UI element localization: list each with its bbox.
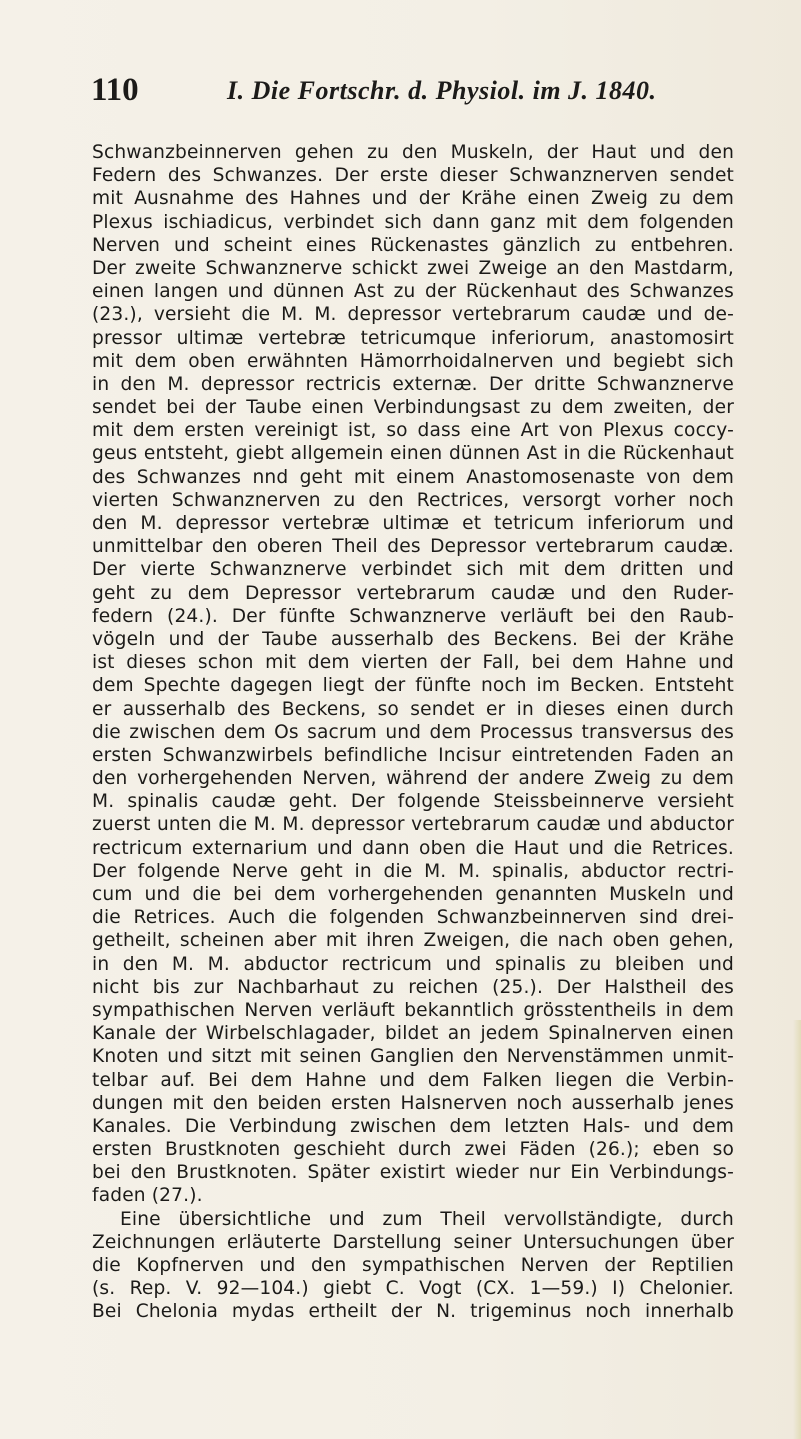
text-line: (23.), versieht die M. M. depressor vertebrarum caudæ und de-: [92, 304, 734, 326]
text-line: Der vierte Schwanznerve verbindet sich mit dem dritten und: [92, 559, 734, 581]
text-line: rectricum externarium und dann oben die Haut und die Retrices.: [92, 837, 734, 859]
text-line: Federn des Schwanzes. Der erste dieser Schwanznerven sendet: [92, 165, 734, 187]
page-header: [91, 72, 751, 112]
text-line: dem Spechte dagegen liegt der fünfte noch im Becken. Entsteht: [92, 675, 734, 697]
text-line: getheilt, scheinen aber mit ihren Zweigen, die nach oben gehen,: [92, 930, 734, 952]
text-line: ersten Brustknoten geschieht durch zwei Fäden (26.); eben so: [92, 1139, 734, 1161]
text-line: vierten Schwanznerven zu den Rectrices, versorgt vorher noch: [92, 489, 734, 511]
text-line: mit Ausnahme des Hahnes und der Krähe einen Zweig zu dem: [92, 188, 734, 210]
text-line: pressor ultimæ vertebræ tetricumque inferiorum, anastomosirt: [92, 327, 734, 349]
text-line: mit dem oben erwähnten Hämorrhoidalnerven und begiebt sich: [92, 350, 734, 372]
text-line: bei den Brustknoten. Später existirt wieder nur Ein Verbindungs-: [92, 1162, 734, 1184]
text-line: ersten Schwanzwirbels befindliche Incisur eintretenden Faden an: [92, 744, 734, 766]
text-line: geus entsteht, giebt allgemein einen dünnen Ast in die Rückenhaut: [92, 443, 734, 465]
text-line: (s. Rep. V. 92—104.) giebt C. Vogt (CX. 1—59.) I) Chelonier.: [92, 1278, 734, 1300]
text-line: in den M. depressor rectricis externæ. Der dritte Schwanznerve: [92, 373, 734, 395]
text-line: Eine übersichtliche und zum Theil vervollständigte, durch: [120, 1208, 734, 1230]
text-line: Knoten und sitzt mit seinen Ganglien den Nervenstämmen unmit-: [92, 1046, 734, 1068]
text-line: telbar auf. Bei dem Hahne und dem Falken liegen die Verbin-: [92, 1069, 734, 1091]
text-line: die Retrices. Auch die folgenden Schwanzbeinnerven sind drei-: [92, 907, 734, 929]
text-line: in den M. M. abductor rectricum und spinalis zu bleiben und: [92, 953, 734, 975]
text-line: faden (27.).: [92, 1185, 203, 1207]
page-edge-shadow: [793, 1020, 801, 1439]
text-line: sympathischen Nerven verläuft bekanntlich grösstentheils in dem: [92, 999, 734, 1021]
text-line: Der zweite Schwanznerve schickt zwei Zweige an den Mastdarm,: [92, 257, 734, 279]
text-line: einen langen und dünnen Ast zu der Rückenhaut des Schwanzes: [92, 281, 734, 303]
text-line: Schwanzbeinnerven gehen zu den Muskeln, der Haut und den: [92, 142, 734, 163]
text-line: den M. depressor vertebræ ultimæ et tetricum inferiorum und: [92, 513, 734, 534]
text-line: Zeichnungen erläuterte Darstellung seiner Untersuchungen über: [92, 1231, 734, 1253]
text-line: Bei Chelonia mydas ertheilt der N. trigeminus noch innerhalb: [92, 1301, 734, 1323]
text-line: sendet bei der Taube einen Verbindungsast zu dem zweiten, der: [92, 397, 734, 419]
text-line: cum und die bei dem vorhergehenden genannten Muskeln und: [92, 884, 734, 905]
text-line: Plexus ischiadicus, verbindet sich dann ganz mit dem folgenden: [92, 211, 734, 233]
body-text: [92, 141, 734, 1324]
text-line: federn (24.). Der fünfte Schwanznerve verläuft bei den Raub-: [92, 605, 734, 627]
text-line: geht zu dem Depressor vertebrarum caudæ und den Ruder-: [92, 582, 734, 604]
text-line: unmittelbar den oberen Theil des Depressor vertebrarum caudæ.: [92, 536, 734, 558]
text-line: Kanale der Wirbelschlagader, bildet an jedem Spinalnerven einen: [92, 1023, 734, 1045]
text-line: mit dem ersten vereinigt ist, so dass eine Art von Plexus coccy-: [92, 420, 734, 442]
text-line: Der folgende Nerve geht in die M. M. spinalis, abductor rectri-: [92, 860, 734, 882]
text-line: den vorhergehenden Nerven, während der andere Zweig zu dem: [92, 768, 734, 790]
text-line: vögeln und der Taube ausserhalb des Beckens. Bei der Krähe: [92, 628, 734, 650]
text-line: er ausserhalb des Beckens, so sendet er in dieses einen durch: [92, 698, 734, 720]
text-line: die Kopfnerven und den sympathischen Nerven der Reptilien: [92, 1255, 734, 1276]
text-line: zuerst unten die M. M. depressor vertebrarum caudæ und abductor: [92, 814, 734, 836]
text-line: dungen mit den beiden ersten Halsnerven noch ausserhalb jenes: [92, 1092, 734, 1114]
text-line: des Schwanzes nnd geht mit einem Anastomosenaste von dem: [92, 466, 734, 488]
running-title: I. Die Fortschr. d. Physiol. im J. 1840.: [227, 76, 657, 105]
text-line: die zwischen dem Os sacrum und dem Processus transversus des: [92, 721, 734, 743]
text-line: ist dieses schon mit dem vierten der Fall, bei dem Hahne und: [92, 652, 734, 674]
text-line: Nerven und scheint eines Rückenastes gänzlich zu entbehren.: [92, 234, 734, 256]
text-line: Kanales. Die Verbindung zwischen dem letzten Hals- und dem: [92, 1115, 734, 1137]
text-line: nicht bis zur Nachbarhaut zu reichen (25.). Der Halstheil des: [92, 976, 734, 998]
text-line: M. spinalis caudæ geht. Der folgende Steissbeinnerve versieht: [92, 791, 734, 813]
page-number: 110: [91, 72, 139, 108]
